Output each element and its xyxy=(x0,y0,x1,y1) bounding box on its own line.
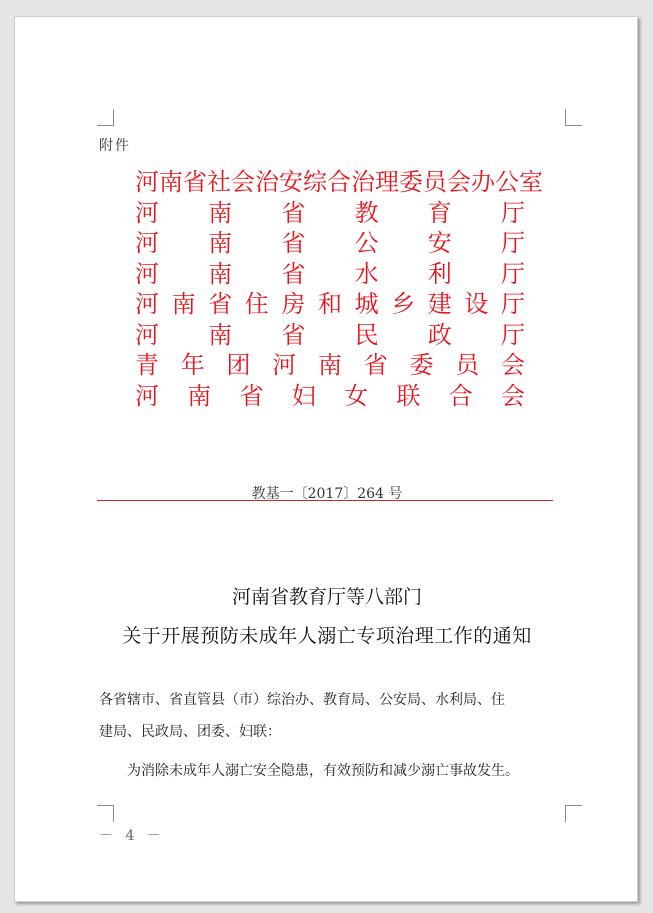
issuer-char: 南 xyxy=(208,229,233,257)
issuer-char: 省 xyxy=(281,259,306,288)
issuer-char: 员 xyxy=(423,168,447,196)
issuer-char: 委 xyxy=(409,351,434,379)
issuer-char: 省 xyxy=(239,381,264,410)
issuer-char: 合 xyxy=(448,381,473,410)
issuer-char: 河 xyxy=(135,198,159,227)
issuer-char: 育 xyxy=(427,198,452,227)
issuer-line xyxy=(135,228,525,259)
crop-mark-bottom-left xyxy=(97,805,114,822)
issuer-char: 乡 xyxy=(391,290,416,318)
issuer-char: 建 xyxy=(427,290,452,318)
issuer-char: 南 xyxy=(208,320,233,349)
issuer-char: 厅 xyxy=(500,229,525,257)
issuer-char: 南 xyxy=(208,259,233,288)
issuer-char: 公 xyxy=(354,229,379,257)
issuer-char: 省 xyxy=(363,351,388,379)
issuer-char: 省 xyxy=(183,168,207,196)
attachment-label: 附件 xyxy=(99,138,131,154)
issuer-char: 员 xyxy=(455,351,480,379)
issuer-line xyxy=(135,167,543,198)
issuer-char: 和 xyxy=(317,290,342,318)
issuer-line xyxy=(135,289,525,320)
issuer-char: 省 xyxy=(281,229,306,257)
issuer-char: 青 xyxy=(135,351,159,379)
addressee-line-2: 建局、民政局、团委、妇联： xyxy=(99,724,281,740)
issuer-char: 南 xyxy=(187,381,212,410)
issuer-line xyxy=(135,381,525,412)
crop-mark-bottom-right xyxy=(565,805,582,822)
issuer-char: 会 xyxy=(447,168,471,196)
issuer-char: 利 xyxy=(427,259,452,288)
issuer-char: 南 xyxy=(208,198,233,227)
issuer-char: 联 xyxy=(396,381,421,410)
issuer-char: 妇 xyxy=(291,381,316,410)
issuer-char: 厅 xyxy=(500,290,525,318)
body-paragraph: 为消除未成年人溺亡安全隐患，有效预防和减少溺亡事故发生。 xyxy=(127,763,519,779)
issuer-char: 合 xyxy=(327,168,351,196)
issuer-char: 会 xyxy=(501,351,525,379)
issuer-char: 房 xyxy=(281,290,306,318)
issuing-organizations xyxy=(135,167,543,411)
notice-title-line-2: 关于开展预防未成年人溺亡专项治理工作的通知 xyxy=(122,625,532,647)
issuer-char: 办 xyxy=(471,168,495,196)
issuer-char: 社 xyxy=(207,168,231,196)
issuer-char: 女 xyxy=(344,381,369,410)
document-number: 教基一〔2017〕264 号 xyxy=(251,486,403,502)
issuer-char: 住 xyxy=(244,290,269,318)
issuer-char: 设 xyxy=(464,290,489,318)
issuer-char: 厅 xyxy=(500,259,525,288)
issuer-char: 教 xyxy=(354,198,379,227)
issuer-char: 年 xyxy=(180,351,205,379)
issuer-char: 省 xyxy=(208,290,233,318)
issuer-char: 河 xyxy=(272,351,297,379)
issuer-char: 公 xyxy=(495,168,519,196)
issuer-line xyxy=(135,320,525,351)
issuer-line xyxy=(135,350,525,381)
issuer-char: 政 xyxy=(427,320,452,349)
issuer-char: 委 xyxy=(399,168,423,196)
issuer-char: 室 xyxy=(519,168,543,196)
issuer-char: 厅 xyxy=(500,198,525,227)
notice-title-line-1: 河南省教育厅等八部门 xyxy=(231,586,422,608)
issuer-char: 省 xyxy=(281,198,306,227)
issuer-char: 南 xyxy=(171,290,196,318)
document-page xyxy=(14,16,638,902)
issuer-char: 河 xyxy=(135,229,159,257)
crop-mark-top-right xyxy=(565,109,582,126)
page-number: － 4 － xyxy=(99,828,165,844)
issuer-char: 安 xyxy=(279,168,303,196)
issuer-char: 河 xyxy=(135,320,159,349)
issuer-char: 河 xyxy=(135,168,159,196)
issuer-char: 治 xyxy=(351,168,375,196)
issuer-line xyxy=(135,259,525,290)
addressee-line-1: 各省辖市、省直管县（市）综治办、教育局、公安局、水利局、住 xyxy=(99,692,505,708)
issuer-char: 水 xyxy=(354,259,379,288)
issuer-char: 安 xyxy=(427,229,452,257)
issuer-char: 综 xyxy=(303,168,327,196)
issuer-char: 治 xyxy=(255,168,279,196)
issuer-char: 城 xyxy=(354,290,379,318)
issuer-char: 民 xyxy=(354,320,379,349)
red-separator-rule xyxy=(97,500,553,501)
issuer-char: 南 xyxy=(318,351,342,379)
issuer-line xyxy=(135,198,525,229)
issuer-char: 河 xyxy=(135,290,159,318)
issuer-char: 河 xyxy=(135,259,159,288)
issuer-char: 会 xyxy=(500,381,525,410)
issuer-char: 厅 xyxy=(500,320,525,349)
issuer-char: 团 xyxy=(226,351,251,379)
issuer-char: 省 xyxy=(281,320,306,349)
crop-mark-top-left xyxy=(97,109,114,126)
issuer-char: 理 xyxy=(375,168,399,196)
issuer-char: 河 xyxy=(135,381,159,410)
issuer-char: 会 xyxy=(231,168,255,196)
issuer-char: 南 xyxy=(159,168,183,196)
